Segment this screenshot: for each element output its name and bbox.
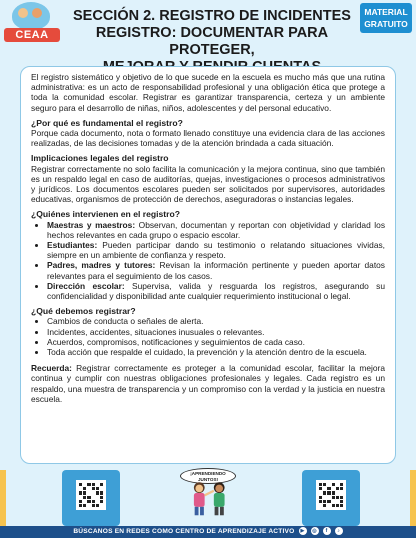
closing-paragraph: [31, 363, 385, 404]
content-card: [20, 66, 396, 464]
qr-card-right[interactable]: [302, 470, 360, 526]
youtube-icon[interactable]: ▶: [300, 528, 305, 535]
qr-code-icon[interactable]: [316, 480, 346, 510]
record-list: [31, 316, 385, 357]
list-text: Supervisa, valida y resguarda los registros, asegurando su confidencialidad y disponibilidad ante cualquier requerimiento institucional o legal.: [47, 280, 385, 302]
participants-list: [31, 220, 385, 302]
list-term: Dirección escolar:: [47, 280, 125, 291]
speech-bubble: ¡APRENDIENDO JUNTOS!: [180, 468, 236, 484]
list-item: • Cambios de conducta o señales de alerta.: [47, 316, 385, 326]
logo-child-icon: [18, 8, 28, 18]
footer-illustration: [0, 466, 416, 526]
list-item: [47, 220, 385, 240]
footer-bar: [0, 526, 416, 538]
qr-card-left[interactable]: [62, 470, 120, 526]
list-term: Padres, madres y tutores:: [47, 260, 156, 271]
list-item: [47, 281, 385, 301]
section-paragraph: Porque cada documento, nota o formato llenado constituye una evidencia clara de las acciones realizadas, de las decisiones tomadas y de la atención brindada a cada situación.: [31, 128, 385, 149]
title-line: SECCIÓN 2. REGISTRO DE INCIDENTES: [73, 8, 351, 24]
closing-term: Recuerda:: [31, 363, 72, 374]
free-material-badge: [360, 3, 412, 33]
closing-text: Registrar correctamente es proteger a la comunidad escolar, facilitar la mejora continua y cumplir con nuestras obligaciones profesionales y legales. Cada registro es un respaldo, una muestra de transparencia y un compromiso con la verdad y la justicia en nuestra escuela.: [31, 363, 385, 404]
title-line: REGISTRO: DOCUMENTAR PARA PROTEGER,: [95, 25, 329, 58]
intro-paragraph: El registro sistemático y objetivo de lo que sucede en la escuela es mucho más que una rutina administrativa: es un acto de responsabilidad profesional y una obligación ética que protege a toda la comunidad escolar. Registrar es garantizar transparencia, certeza y un ambiente seguro para el desarrollo de niñas, niños, adolescentes y del personal educativo.: [31, 72, 385, 113]
children-illustration-icon: [178, 480, 242, 526]
qr-code-icon[interactable]: [76, 480, 106, 510]
list-item: [47, 240, 385, 260]
facebook-icon[interactable]: f: [323, 527, 331, 535]
badge-line: GRATUITO: [364, 19, 408, 29]
section-heading: ¿Qué debemos registrar?: [31, 306, 136, 317]
logo-bubble-icon: [12, 2, 50, 30]
footer-bar-text: BÚSCANOS EN REDES COMO CENTRO DE APRENDIZAJE ACTIVO: [73, 528, 295, 535]
badge-line: MATERIAL: [364, 7, 408, 17]
list-item: [47, 260, 385, 280]
header: [0, 0, 416, 68]
list-text: Revisan la información pertinente y pueden aportar datos relevantes para el seguimiento de los casos.: [47, 260, 385, 281]
list-term: Maestras y maestros:: [47, 219, 136, 230]
section-heading: ¿Quiénes intervienen en el registro?: [31, 209, 180, 220]
instagram-icon[interactable]: ◎: [312, 528, 317, 535]
section-heading: Implicaciones legales del registro: [31, 153, 169, 164]
list-item: • Incidentes, accidentes, situaciones inusuales o relevantes.: [47, 327, 385, 337]
list-item: • Acuerdos, compromisos, notificaciones y seguimientos de cada caso.: [47, 337, 385, 347]
section-paragraph: Registrar correctamente no solo facilita la comunicación y la mejora continua, sino que también es un respaldo legal en caso de auditorías, quejas, investigaciones o procesos administrativos y jurídicos. Los documentos escolares pueden ser solicitados por supervisores, autoridades educativas, organismos de protección de derechos, aseguradoras o instancias legales.: [31, 163, 385, 205]
ceaa-logo: [4, 2, 60, 46]
logo-text: CEAA: [4, 28, 60, 42]
logo-child-icon: [32, 8, 42, 18]
tiktok-icon[interactable]: ♪: [335, 527, 343, 535]
section-heading: ¿Por qué es fundamental el registro?: [31, 117, 183, 128]
list-item: • Toda acción que respalde el cuidado, la prevención y la atención dentro de la escuela.: [47, 347, 385, 357]
list-text: Observan, documentan y reportan con objetividad y claridad los hechos relevantes en cada grupo o espacio escolar.: [47, 219, 386, 240]
list-term: Estudiantes:: [47, 240, 98, 251]
list-text: Pueden participar dando su testimonio o relatando situaciones vividas, siempre en un ambiente de confianza y respeto.: [47, 240, 385, 261]
